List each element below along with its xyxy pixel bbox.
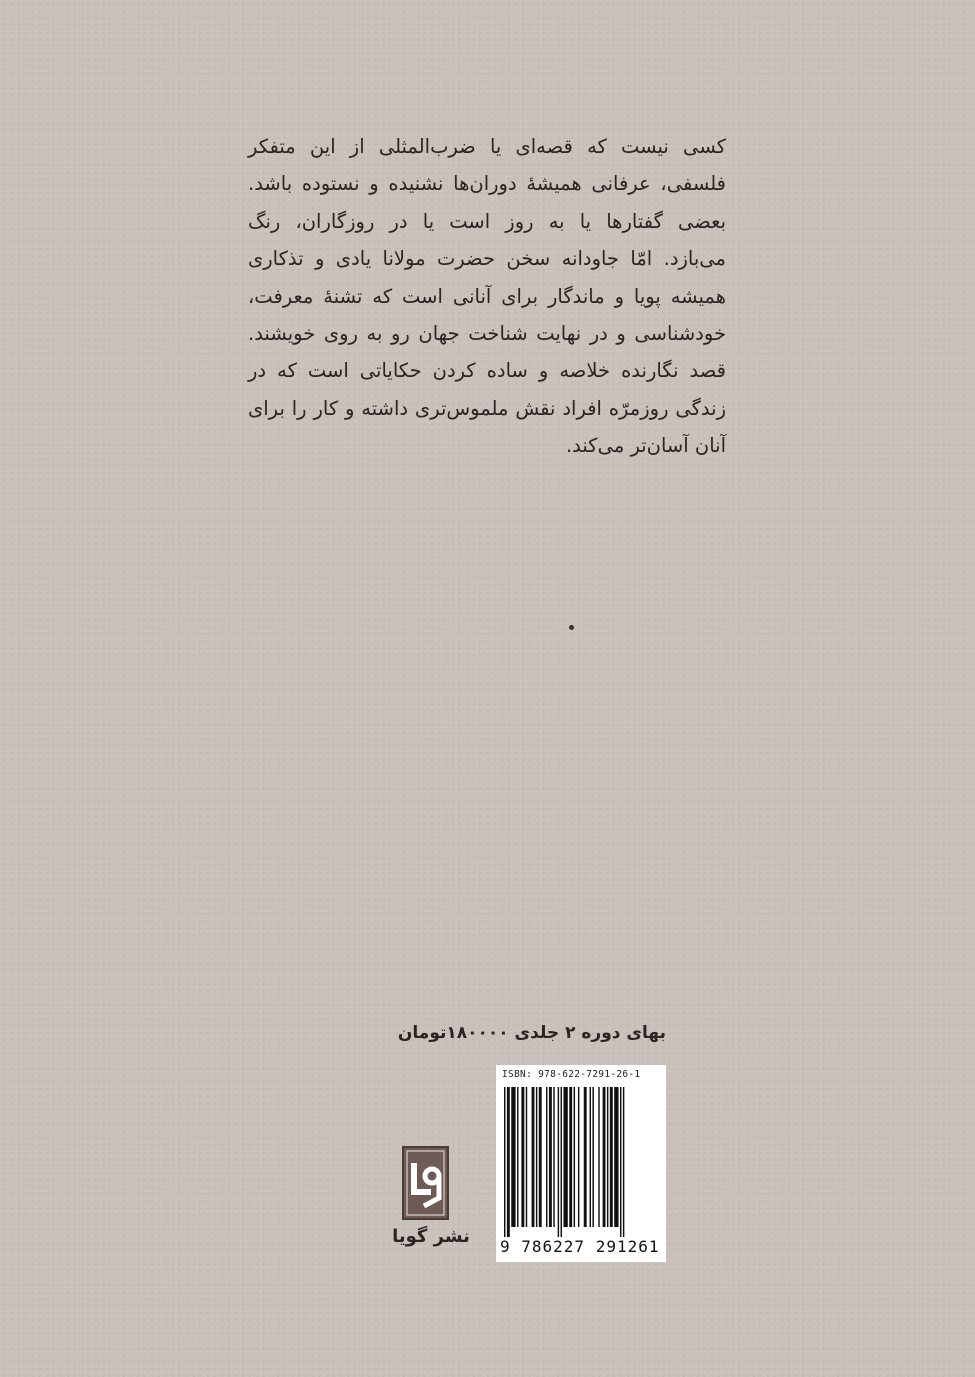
- blurb-line: آنان آسان‌تر می‌کند.: [565, 434, 726, 458]
- barcode-bar: [558, 1087, 559, 1237]
- blurb-line: بعضی گفتارها یا به روز است یا در روزگاران، رنگ: [248, 209, 726, 233]
- barcode-bar: [536, 1087, 537, 1227]
- barcode-bars: [502, 1087, 660, 1237]
- barcode-bar: [578, 1087, 579, 1227]
- blurb-text: [248, 128, 726, 465]
- blurb-line: کسی نیست که قصه‌ای یا ضرب‌المثلی از این متفکر: [248, 135, 726, 158]
- barcode-bar: [521, 1087, 524, 1227]
- barcode-bar: [603, 1087, 606, 1227]
- barcode-bar: [504, 1087, 505, 1237]
- barcode-bar: [563, 1087, 567, 1227]
- blurb-line: زندگی روزمرّه افراد نقش ملموس‌تری داشته و کار را برای: [248, 396, 726, 420]
- blurb-line: فلسفی، عرفانی همیشهٔ دوران‌ها نشنیده و نستوده باشد.: [248, 172, 726, 196]
- barcode-bar: [553, 1087, 554, 1227]
- barcode-bar: [532, 1087, 535, 1227]
- blurb-line: می‌بازد. امّا جاودانه سخن حضرت مولانا یادی و تذکاری: [248, 247, 726, 271]
- barcode-bar: [561, 1087, 562, 1237]
- barcode-bar: [590, 1087, 591, 1227]
- barcode-bar: [549, 1087, 552, 1227]
- barcode-bar: [539, 1087, 542, 1227]
- barcode-bar: [623, 1087, 624, 1237]
- barcode-bar: [584, 1087, 587, 1227]
- barcode-number: 9 786227 291261: [500, 1237, 660, 1256]
- blurb-line: همیشه پویا و ماندگار برای آنانی است که تشنهٔ معرفت،: [248, 284, 726, 308]
- price-label: بهای دوره ۲ جلدی ۱۸۰۰۰۰تومان: [397, 1023, 666, 1043]
- isbn-barcode: [496, 1065, 666, 1262]
- ornament-dot: [569, 625, 574, 630]
- barcode-bar: [546, 1087, 547, 1227]
- blurb-line: خودشناسی و در نهایت شناخت جهان رو به روی خویشند.: [248, 322, 726, 346]
- barcode-bar: [569, 1087, 572, 1227]
- barcode-bar: [592, 1087, 593, 1227]
- isbn-number: ISBN: 978-622-7291-26-1: [502, 1069, 641, 1080]
- gooya-logo-icon: [402, 1146, 449, 1220]
- barcode-bar: [517, 1087, 518, 1227]
- barcode-bar: [620, 1087, 621, 1237]
- barcode-bar: [614, 1087, 618, 1227]
- barcode-bar: [598, 1087, 599, 1227]
- barcode-bar: [511, 1087, 515, 1227]
- barcode-bar: [574, 1087, 575, 1227]
- blurb-line: قصد نگارنده خلاصه و ساده کردن حکایاتی است که در: [248, 359, 726, 383]
- barcode-bar: [526, 1087, 527, 1227]
- barcode-bar: [507, 1087, 510, 1237]
- barcode-bar: [607, 1087, 608, 1227]
- barcode-bar: [610, 1087, 613, 1227]
- publisher-name: نشر گویا: [392, 1226, 470, 1247]
